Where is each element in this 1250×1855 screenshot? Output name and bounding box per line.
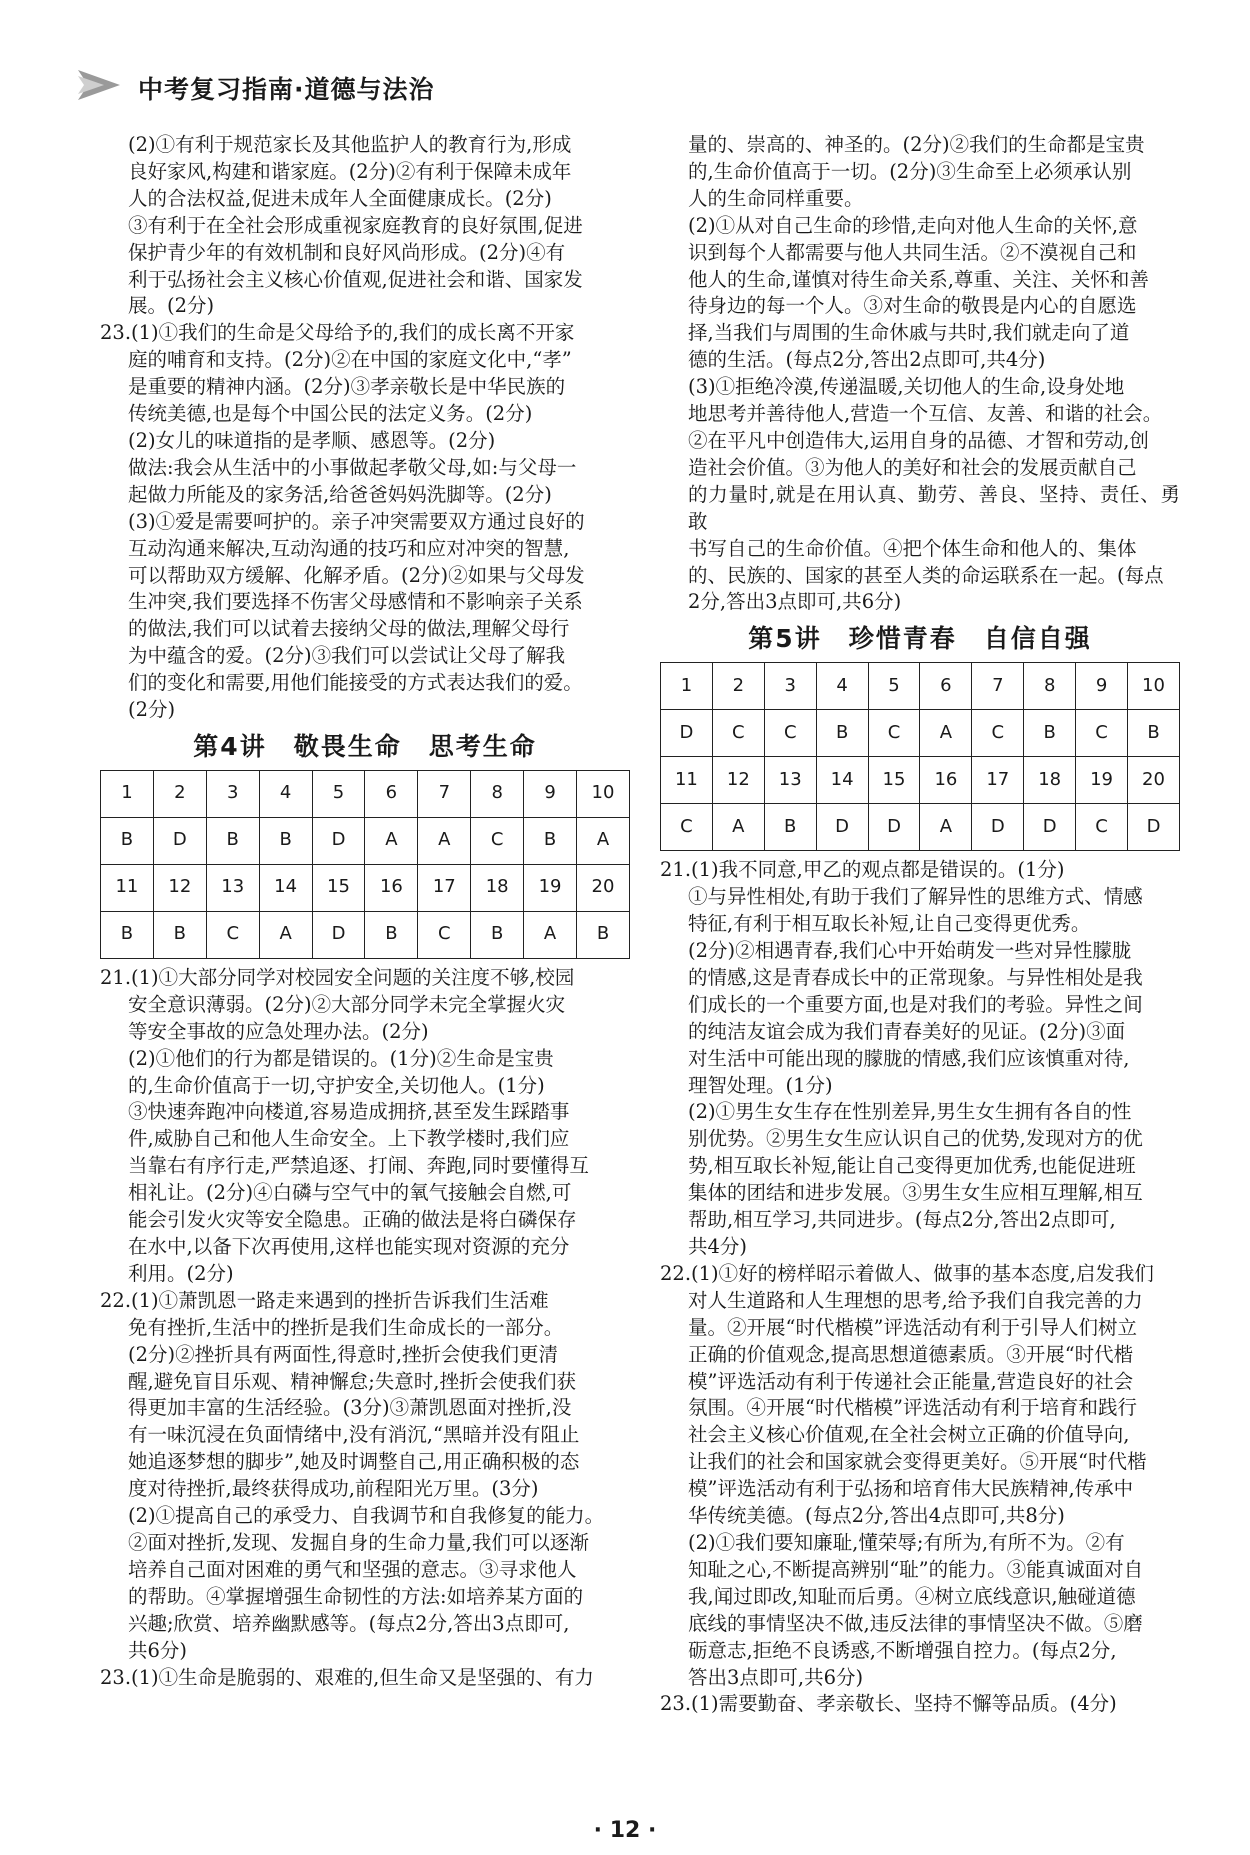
question-number-cell: 3 [764, 663, 816, 710]
answer-line: (2)①从对自己生命的珍惜,走向对他人生命的关怀,意 [688, 213, 1138, 237]
answer-line: 良好家风,构建和谐家庭。(2分)②有利于保障未成年 [128, 159, 572, 183]
answer-cell: B [1024, 710, 1076, 757]
answer-cell: D [312, 911, 365, 958]
answer-line: 做法:我会从生活中的小事做起孝敬父母,如:与父母一 [128, 455, 577, 479]
question-number-cell: 17 [972, 757, 1024, 804]
answer-line: ③有利于在全社会形成重视家庭教育的良好氛围,促进 [128, 213, 583, 237]
answer-line: 模”评选活动有利于弘扬和培育伟大民族精神,传承中 [688, 1477, 1134, 1501]
answer-line: 有一味沉浸在负面情绪中,没有消沉,“黑暗并没有阻止 [128, 1423, 580, 1447]
question-number-cell: 17 [418, 864, 471, 911]
answer-cell: A [577, 817, 630, 864]
page-header [78, 62, 1178, 110]
answer-cell: D [868, 804, 920, 851]
answer-line: 的,生命价值高于一切。(2分)③生命至上必须承认别 [688, 159, 1132, 183]
answer-line: (3)①爱是需要呵护的。亲子冲突需要双方通过良好的 [128, 509, 585, 533]
answer-cell: A [920, 804, 972, 851]
answer-cell: C [418, 911, 471, 958]
right-answers-top [660, 132, 1180, 616]
question-number-cell: 16 [920, 757, 972, 804]
question-number-cell: 12 [712, 757, 764, 804]
answer-cell: B [206, 817, 259, 864]
answer-cell: B [153, 911, 206, 958]
answer-line: 庭的哺育和支持。(2分)②在中国的家庭文化中,“孝” [128, 348, 572, 372]
answer-line: 正确的价值观念,提高思想道德素质。③开展“时代楷 [688, 1342, 1134, 1366]
answer-line: 免有挫折,生活中的挫折是我们生命成长的一部分。 [128, 1315, 564, 1339]
answer-line: 的力量时,就是在用认真、勤劳、善良、坚持、责任、勇敢 [688, 482, 1180, 533]
answer-line: 对人生道路和人生理想的思考,给予我们自我完善的力 [688, 1288, 1143, 1312]
answer-line: (2)①我们要知廉耻,懂荣辱;有所为,有所不为。②有 [688, 1530, 1125, 1554]
answer-line: 等安全事故的应急处理办法。(2分) [128, 1019, 429, 1043]
question-number-cell: 19 [1076, 757, 1128, 804]
answer-line: (2)①提高自己的承受力、自我调节和自我修复的能力。 [128, 1504, 605, 1528]
answer-cell: D [1128, 804, 1180, 851]
section-title-lesson-5: 第5讲 珍惜青春 自信自强 [748, 624, 1092, 654]
answer-line: 传统美德,也是每个中国公民的法定义务。(2分) [128, 402, 533, 426]
answer-line: 能会引发火灾等安全隐患。正确的做法是将白磷保存 [128, 1208, 577, 1232]
answer-line: (2分)②相遇青春,我们心中开始萌发一些对异性朦胧 [688, 939, 1132, 963]
answer-line: 砺意志,拒绝不良诱惑,不断增强自控力。(每点2分, [688, 1638, 1117, 1662]
answer-line: 她追逐梦想的脚步”,她及时调整自己,用正确积极的态 [128, 1450, 580, 1474]
question-number-row [101, 770, 630, 817]
answer-row [101, 817, 630, 864]
left-answers-top [100, 132, 630, 724]
section-title-lesson-4: 第4讲 敬畏生命 思考生命 [193, 731, 537, 761]
answer-line: ①与异性相处,有助于我们了解异性的思维方式、情感 [688, 885, 1143, 909]
answer-cell: A [920, 710, 972, 757]
answer-line: 当靠右有序行走,严禁追逐、打闹、奔跑,同时要懂得互 [128, 1154, 589, 1178]
answer-line: 我,闻过即改,知耻而后勇。④树立底线意识,触碰道德 [688, 1584, 1136, 1608]
answer-cell: C [206, 911, 259, 958]
question-number-cell: 20 [1128, 757, 1180, 804]
answer-line: 22.(1)①萧凯恩一路走来遇到的挫折告诉我们生活难 [100, 1288, 549, 1312]
answer-line: 人的合法权益,促进未成年人全面健康成长。(2分) [128, 186, 552, 210]
answer-line: (2)①男生女生存在性别差异,男生女生拥有各自的性 [688, 1100, 1132, 1124]
page-number: · 12 · [593, 1818, 657, 1843]
answer-line: 理智处理。(1分) [688, 1073, 833, 1097]
answer-cell: D [153, 817, 206, 864]
question-number-cell: 20 [577, 864, 630, 911]
question-number-row [661, 663, 1180, 710]
answer-line: 展。(2分) [128, 294, 215, 318]
answer-line: 们的变化和需要,用他们能接受的方式表达我们的爱。 [128, 671, 583, 695]
answer-line: 社会主义核心价值观,在全社会树立正确的价值导向, [688, 1423, 1130, 1447]
answer-line: (2分)②挫折具有两面性,得意时,挫折会使我们更清 [128, 1342, 559, 1366]
answer-line: 安全意识薄弱。(2分)②大部分同学未完全掌握火灾 [128, 992, 566, 1016]
answer-cell: C [471, 817, 524, 864]
answer-line: 集体的团结和进步发展。③男生女生应相互理解,相互 [688, 1181, 1143, 1205]
answer-line: 华传统美德。(每点2分,答出4点即可,共8分) [688, 1504, 1065, 1528]
answer-line: 识到每个人都需要与他人共同生活。②不漠视自己和 [688, 240, 1137, 264]
answer-line: 的,生命价值高于一切,守护安全,关切他人。(1分) [128, 1073, 545, 1097]
answer-line: 地思考并善待他人,营造一个互信、友善、和谐的社会。 [688, 402, 1163, 426]
answer-line: ②在平凡中创造伟大,运用自身的品德、才智和劳动,创 [688, 428, 1149, 452]
answer-line: ②面对挫折,发现、发掘自身的生命力量,我们可以逐渐 [128, 1530, 589, 1554]
answer-line: 底线的事情坚决不做,违反法律的事情坚决不做。⑤磨 [688, 1611, 1143, 1635]
question-number-cell: 11 [101, 864, 154, 911]
question-number-cell: 13 [764, 757, 816, 804]
answer-cell: B [1128, 710, 1180, 757]
question-number-cell: 8 [471, 770, 524, 817]
answer-line: 互动沟通来解决,互动沟通的技巧和应对冲突的智慧, [128, 536, 570, 560]
answer-line: (2)女儿的味道指的是孝顺、感恩等。(2分) [128, 428, 496, 452]
book-title: 中考复习指南·道德与法治 [138, 75, 435, 104]
answer-line: (3)①拒绝冷漠,传递温暖,关切他人的生命,设身处地 [688, 375, 1125, 399]
arrow-icon [78, 70, 120, 100]
question-number-row [661, 757, 1180, 804]
question-number-cell: 1 [661, 663, 713, 710]
answer-line: 度对待挫折,最终获得成功,前程阳光万里。(3分) [128, 1477, 539, 1501]
answer-line: 醒,避免盲目乐观、精神懈怠;失意时,挫折会使我们获 [128, 1369, 576, 1393]
answer-line: 对生活中可能出现的朦胧的情感,我们应该慎重对待, [688, 1046, 1130, 1070]
question-number-cell: 13 [206, 864, 259, 911]
answer-line: 量。②开展“时代楷模”评选活动有利于引导人们树立 [688, 1315, 1137, 1339]
answer-cell: C [1076, 804, 1128, 851]
answer-line: 他人的生命,谨慎对待生命关系,尊重、关注、关怀和善 [688, 267, 1149, 291]
question-number-cell: 7 [418, 770, 471, 817]
answer-line: 模”评选活动有利于传递社会正能量,营造良好的社会 [688, 1369, 1134, 1393]
answer-line: 22.(1)①好的榜样昭示着做人、做事的基本态度,启发我们 [660, 1261, 1154, 1285]
answer-row [661, 804, 1180, 851]
answer-line: 书写自己的生命价值。④把个体生命和他人的、集体 [688, 536, 1137, 560]
answer-line: 量的、崇高的、神圣的。(2分)②我们的生命都是宝贵 [688, 133, 1145, 156]
answer-line: 为中蕴含的爱。(2分)③我们可以尝试让父母了解我 [128, 644, 566, 668]
answer-line: 待身边的每一个人。③对生命的敬畏是内心的自愿选 [688, 294, 1137, 318]
answer-line: 们成长的一个重要方面,也是对我们的考验。异性之间 [688, 992, 1143, 1016]
answer-cell: B [471, 911, 524, 958]
answer-line: 德的生活。(每点2分,答出2点即可,共4分) [688, 348, 1046, 372]
answer-cell: C [661, 804, 713, 851]
question-number-cell: 8 [1024, 663, 1076, 710]
answer-line: 共6分) [128, 1638, 188, 1662]
answer-line: 势,相互取长补短,能让自己变得更加优秀,也能促进班 [688, 1154, 1136, 1178]
question-number-cell: 9 [1076, 663, 1128, 710]
answer-table-lesson-4 [100, 770, 630, 959]
answer-cell: B [259, 817, 312, 864]
answer-line: 择,当我们与周围的生命休戚与共时,我们就走向了道 [688, 321, 1130, 345]
answer-cell: A [365, 817, 418, 864]
answer-line: 利于弘扬社会主义核心价值观,促进社会和谐、国家发 [128, 267, 583, 291]
answer-line: 让我们的社会和国家就会变得更美好。⑤开展“时代楷 [688, 1450, 1147, 1474]
answer-cell: C [764, 710, 816, 757]
answer-line: (2分) [128, 698, 176, 722]
answer-cell: D [1024, 804, 1076, 851]
answer-line: 知耻之心,不断提高辨别“耻”的能力。③能真诚面对自 [688, 1557, 1144, 1581]
answer-line: 氛围。④开展“时代楷模”评选活动有利于培育和践行 [688, 1396, 1137, 1420]
answer-line: 的、民族的、国家的甚至人类的命运联系在一起。(每点 [688, 563, 1164, 587]
answer-cell: B [524, 817, 577, 864]
question-number-row [101, 864, 630, 911]
question-number-cell: 9 [524, 770, 577, 817]
answer-cell: B [816, 710, 868, 757]
answer-line: 的帮助。④掌握增强生命韧性的方法:如培养某方面的 [128, 1584, 584, 1608]
question-number-cell: 5 [312, 770, 365, 817]
answer-line: 答出3点即可,共6分) [688, 1665, 864, 1689]
answer-line: 可以帮助双方缓解、化解矛盾。(2分)②如果与父母发 [128, 563, 585, 587]
left-answers-bottom [100, 965, 630, 1691]
answer-line: 件,威胁自己和他人生命安全。上下教学楼时,我们应 [128, 1127, 570, 1151]
answer-line: 的做法,我们可以试着去接纳父母的做法,理解父母行 [128, 617, 570, 641]
answer-line: 23.(1)①生命是脆弱的、艰难的,但生命又是坚强的、有力 [100, 1665, 594, 1689]
answer-line: 得更加丰富的生活经验。(3分)③萧凯恩面对挫折,没 [128, 1396, 572, 1420]
question-number-cell: 16 [365, 864, 418, 911]
answer-line: 利用。(2分) [128, 1261, 234, 1285]
answer-cell: A [259, 911, 312, 958]
right-answers-bottom [660, 857, 1180, 1718]
question-number-cell: 15 [312, 864, 365, 911]
answer-line: 共4分) [688, 1235, 748, 1258]
question-number-cell: 15 [868, 757, 920, 804]
answer-line: 21.(1)①大部分同学对校园安全问题的关注度不够,校园 [100, 965, 575, 989]
answer-line: 21.(1)我不同意,甲乙的观点都是错误的。(1分) [660, 858, 1065, 882]
question-number-cell: 6 [365, 770, 418, 817]
answer-row [661, 710, 1180, 757]
answer-line: 23.(1)需要勤奋、孝亲敬长、坚持不懈等品质。(4分) [660, 1692, 1117, 1716]
answer-cell: D [972, 804, 1024, 851]
question-number-cell: 12 [153, 864, 206, 911]
question-number-cell: 10 [577, 770, 630, 817]
answer-line: (2)①他们的行为都是错误的。(1分)②生命是宝贵 [128, 1046, 554, 1070]
question-number-cell: 3 [206, 770, 259, 817]
answer-cell: D [816, 804, 868, 851]
answer-row [101, 911, 630, 958]
answer-line: 帮助,相互学习,共同进步。(每点2分,答出2点即可, [688, 1208, 1116, 1232]
question-number-cell: 4 [816, 663, 868, 710]
answer-line: (2)①有利于规范家长及其他监护人的教育行为,形成 [128, 133, 572, 156]
answer-line: 保护青少年的有效机制和良好风尚形成。(2分)④有 [128, 240, 566, 264]
answer-cell: A [524, 911, 577, 958]
answer-line: 起做力所能及的家务活,给爸爸妈妈洗脚等。(2分) [128, 482, 552, 506]
right-column [660, 132, 1180, 1718]
answer-line: 人的生命同样重要。 [688, 186, 864, 210]
question-number-cell: 11 [661, 757, 713, 804]
question-number-cell: 4 [259, 770, 312, 817]
question-number-cell: 18 [1024, 757, 1076, 804]
question-number-cell: 6 [920, 663, 972, 710]
answer-line: 的纯洁友谊会成为我们青春美好的见证。(2分)③面 [688, 1019, 1126, 1043]
answer-line: ③快速奔跑冲向楼道,容易造成拥挤,甚至发生踩踏事 [128, 1100, 570, 1124]
answer-cell: A [418, 817, 471, 864]
answer-line: 生冲突,我们要选择不伤害父母感情和不影响亲子关系 [128, 590, 583, 614]
answer-line: 的情感,这是青春成长中的正常现象。与异性相处是我 [688, 965, 1143, 989]
answer-table-lesson-5 [660, 662, 1180, 851]
question-number-cell: 7 [972, 663, 1024, 710]
answer-cell: C [712, 710, 764, 757]
question-number-cell: 14 [259, 864, 312, 911]
answer-cell: B [764, 804, 816, 851]
question-number-cell: 18 [471, 864, 524, 911]
answer-cell: B [365, 911, 418, 958]
answer-line: 23.(1)①我们的生命是父母给予的,我们的成长离不开家 [100, 321, 575, 345]
question-number-cell: 5 [868, 663, 920, 710]
answer-cell: B [577, 911, 630, 958]
answer-line: 造社会价值。③为他人的美好和社会的发展贡献自己 [688, 455, 1137, 479]
answer-line: 相礼让。(2分)④白磷与空气中的氧气接触会自燃,可 [128, 1181, 572, 1205]
answer-cell: A [712, 804, 764, 851]
answer-line: 2分,答出3点即可,共6分) [688, 590, 902, 614]
answer-line: 培养自己面对困难的勇气和坚强的意志。③寻求他人 [128, 1557, 577, 1581]
question-number-cell: 2 [153, 770, 206, 817]
answer-cell: B [101, 817, 154, 864]
answer-cell: B [101, 911, 154, 958]
question-number-cell: 19 [524, 864, 577, 911]
answer-cell: C [972, 710, 1024, 757]
answer-cell: C [868, 710, 920, 757]
left-column [100, 132, 630, 1691]
answer-line: 别优势。②男生女生应认识自己的优势,发现对方的优 [688, 1127, 1143, 1151]
answer-line: 在水中,以备下次再使用,这样也能实现对资源的充分 [128, 1235, 570, 1258]
question-number-cell: 2 [712, 663, 764, 710]
question-number-cell: 10 [1128, 663, 1180, 710]
answer-line: 是重要的精神内涵。(2分)③孝亲敬长是中华民族的 [128, 375, 566, 399]
question-number-cell: 14 [816, 757, 868, 804]
answer-cell: C [1076, 710, 1128, 757]
answer-cell: D [312, 817, 365, 864]
answer-line: 兴趣;欣赏、培养幽默感等。(每点2分,答出3点即可, [128, 1611, 570, 1635]
answer-line: 特征,有利于相互取长补短,让自己变得更优秀。 [688, 912, 1091, 936]
answer-cell: D [661, 710, 713, 757]
question-number-cell: 1 [101, 770, 154, 817]
